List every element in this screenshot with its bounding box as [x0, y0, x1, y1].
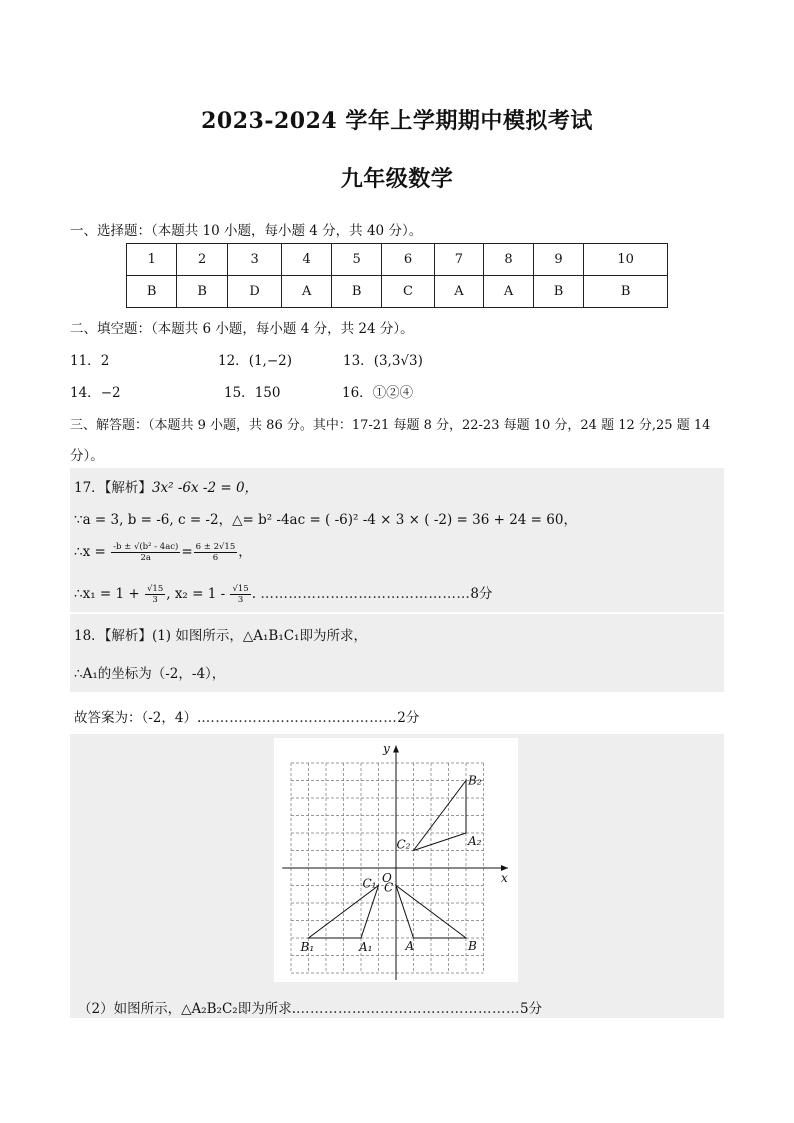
q18-line3 — [74, 706, 419, 726]
fill-item-answer: −2 — [100, 385, 121, 401]
section3-heading-line2: 分）。 — [70, 448, 104, 464]
fraction-numerator: 6 ± 2√15 — [195, 542, 236, 552]
point-label-b: B — [468, 939, 477, 953]
q17-root-fraction-2 — [230, 584, 250, 605]
table-cell: A — [484, 276, 534, 308]
q18-score-1: 2分 — [397, 710, 420, 726]
y-axis-label: y — [383, 741, 390, 756]
point-label-b1: B₁ — [300, 940, 315, 954]
exam-subtitle: 九年级数学 — [340, 166, 454, 192]
q17-line2: ∵a = 3, b = -6, c = -2，△= b² -4ac = ( -6)² -4 × 3 × ( -2) = 36 + 24 = 60， — [74, 512, 577, 528]
point-label-c1: C₁ — [362, 876, 377, 891]
section1-heading: 一、选择题：（本题共 10 小题，每小题 4 分，共 40 分）。 — [70, 223, 423, 239]
point-label-a1: A₁ — [359, 940, 373, 954]
fill-item-num: 15． — [224, 385, 255, 401]
fraction-numerator: -b ± √(b² - 4ac) — [113, 542, 179, 552]
section3-heading-line1: 三、解答题：（本题共 9 小题，共 86 分。其中：17-21 每题 8 分，22-23 每题 10 分，24 题 12 分,25 题 14 — [70, 418, 711, 433]
fraction-denominator: 3 — [152, 595, 158, 605]
q17-x2-prefix: , x₂ = 1 - — [166, 586, 226, 602]
q18-line4 — [78, 997, 542, 1017]
q17-comma: ， — [238, 544, 252, 560]
table-cell: B — [177, 276, 227, 308]
fill-item-14 — [70, 381, 121, 401]
exam-title: 2023-2024 学年上学期期中模拟考试 — [201, 108, 593, 134]
table-cell: A — [282, 276, 332, 308]
fill-item-answer: 2 — [100, 353, 110, 369]
table-cell: 2 — [177, 244, 227, 276]
coordinate-grid-svg — [274, 738, 518, 982]
q17-period: . — [251, 586, 257, 602]
q18-part2: （2）如图所示，△A₂B₂C₂即为所求. — [78, 1001, 296, 1017]
table-cell: 9 — [533, 244, 583, 276]
q17-line3: ∴x = $\frac{\text{-b ± √(b² - 4ac)}}{2a}$ = $\frac{6 \pm 2√15}{6}$ ， — [74, 542, 252, 563]
table-cell: 8 — [484, 244, 534, 276]
q17-substituted-fraction — [194, 542, 238, 563]
q18-line1 — [74, 624, 367, 644]
table-cell: B — [533, 276, 583, 308]
q18-label: 18．【解析】 — [74, 628, 152, 644]
table-cell: 3 — [227, 244, 282, 276]
point-label-c: C — [384, 880, 394, 895]
fill-item-11 — [70, 349, 109, 369]
coordinate-figure — [274, 738, 518, 982]
fraction-denominator: 2a — [140, 553, 151, 563]
q17-x1-prefix: ∴x₁ = 1 + — [74, 586, 140, 602]
point-label-a2: A₂ — [468, 834, 482, 848]
table-cell: 5 — [331, 244, 381, 276]
table-cell: C — [382, 276, 434, 308]
answer-table-answers-row — [127, 276, 668, 308]
q17-x-prefix: ∴x = — [74, 544, 106, 560]
table-cell: A — [434, 276, 484, 308]
y-axis-arrow — [393, 746, 399, 753]
q17-line1 — [74, 476, 258, 496]
fill-item-num: 13． — [343, 353, 374, 369]
table-cell: B — [127, 276, 177, 308]
point-label-a: A — [405, 939, 415, 953]
q18-answer-text: 故答案为：（-2，4）. — [74, 710, 202, 726]
fraction-denominator: 6 — [212, 553, 219, 563]
fill-item-15 — [224, 381, 280, 401]
fill-item-answer: 150 — [254, 385, 281, 401]
fill-item-num: 12． — [218, 353, 249, 369]
section2-heading: 二、填空题：（本题共 6 小题，每小题 4 分，共 24 分）。 — [70, 321, 414, 337]
table-cell: B — [331, 276, 381, 308]
fill-item-answer: (1,−2) — [248, 353, 293, 369]
fill-item-13 — [343, 349, 423, 369]
table-cell: 10 — [584, 244, 668, 276]
table-cell: B — [584, 276, 668, 308]
fraction-denominator: 3 — [237, 595, 244, 605]
fill-item-answer: ①②④ — [372, 385, 414, 401]
q18-leader-dots-1: …………………………………… — [201, 710, 398, 726]
table-cell: 7 — [434, 244, 484, 276]
fill-item-16 — [342, 381, 413, 401]
q17-label: 17．【解析】 — [74, 480, 152, 496]
answer-table — [126, 243, 668, 308]
q17-equation: 3x² -6x -2 = 0， — [151, 480, 259, 496]
table-cell: D — [227, 276, 282, 308]
fill-item-answer: (3,3√3) — [373, 353, 423, 369]
point-label-b2: B₂ — [468, 773, 482, 788]
q17-quadratic-formula — [111, 542, 180, 563]
fraction-numerator: √15 — [147, 584, 164, 594]
fraction-numerator: √15 — [232, 584, 249, 594]
q17-line4 — [74, 582, 492, 605]
table-cell: 6 — [382, 244, 434, 276]
fill-item-num: 16． — [342, 385, 373, 401]
table-cell: 1 — [127, 244, 177, 276]
q17-score: 8分 — [470, 586, 493, 602]
fill-item-num: 11． — [70, 353, 101, 369]
q18-leader-dots-2: ………………………………………… — [296, 1001, 520, 1017]
q18-line2: ∴A₁的坐标为（-2，-4）， — [74, 666, 226, 682]
q18-score-2: 5分 — [520, 1001, 543, 1017]
x-axis-label: x — [501, 871, 508, 885]
q17-leader-dots: ……………………………………… — [260, 586, 471, 602]
table-cell: 4 — [282, 244, 332, 276]
origin-label: O — [382, 871, 392, 885]
fill-item-12 — [218, 349, 292, 369]
point-label-c2: C₂ — [396, 837, 411, 852]
fill-item-num: 14． — [70, 385, 101, 401]
q17-root-fraction-1 — [145, 584, 165, 605]
answer-table-numbers-row — [127, 244, 668, 276]
q18-part1: (1) 如图所示，△A₁B₁C₁即为所求， — [151, 628, 367, 644]
